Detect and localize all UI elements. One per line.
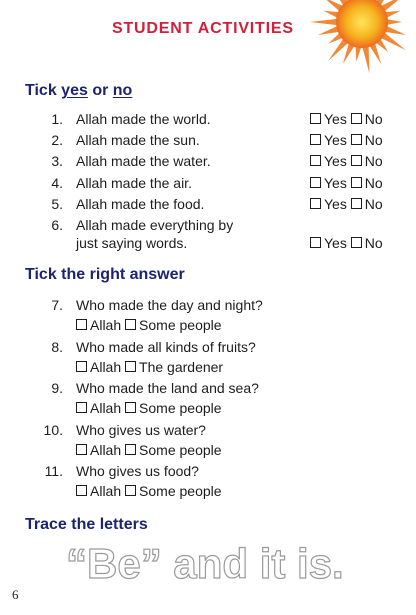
option-label: Some people [139,400,222,416]
option-label: Allah [90,441,122,458]
no-checkbox[interactable] [351,237,362,248]
option-label: Some people [139,483,222,499]
yes-label: Yes [324,235,347,251]
sun-illustration [296,0,416,80]
option-label: Allah [90,400,122,416]
svg-text:“Be” and it is.: “Be” and it is. [66,540,344,586]
option-checkbox[interactable] [76,319,87,330]
option-checkbox[interactable] [76,402,87,413]
yes-label: Yes [324,196,347,212]
option-label: The gardener [139,358,224,375]
yes-label: Yes [324,111,347,127]
item-statement: Allah made the air. [76,175,192,191]
option-label: Allah [90,317,122,333]
item-statement: Allah made the sun. [76,132,200,148]
yes-checkbox[interactable] [310,177,321,188]
item-number: 10. [43,421,63,438]
no-checkbox[interactable] [351,177,362,188]
option-checkbox[interactable] [125,319,136,330]
option-label: Allah [90,483,122,499]
yes-checkbox[interactable] [310,237,321,248]
option-checkbox[interactable] [76,361,87,372]
yes-label: Yes [324,153,347,169]
item-number: 9. [51,380,63,396]
option-checkbox[interactable] [125,444,136,455]
question-text: Who made the day and night? [76,297,263,313]
no-label: No [364,175,383,191]
option-checkbox[interactable] [76,444,87,455]
item-number: 3. [51,153,63,169]
yes-checkbox[interactable] [310,113,321,124]
option-checkbox[interactable] [125,485,136,496]
item-number: 6. [51,217,63,233]
yes-checkbox[interactable] [310,155,321,166]
item-statement: Allah made the water. [76,153,211,169]
item-number: 1. [51,111,63,127]
section-heading-tick-right-answer: Tick the right answer [25,266,185,283]
answer-options [76,358,223,376]
no-label: No [364,111,383,127]
item-number: 8. [51,338,63,355]
yes-no-options [310,195,383,213]
option-label: Some people [139,317,222,333]
option-label: Allah [90,358,122,375]
answer-options [76,482,222,500]
option-checkbox[interactable] [125,402,136,413]
answer-options [76,316,222,334]
trace-letters-text [66,538,366,586]
yes-no-options [310,152,383,170]
yes-no-options [310,174,383,192]
yes-no-options [310,234,383,252]
no-checkbox[interactable] [351,155,362,166]
yes-checkbox[interactable] [310,134,321,145]
page-title: STUDENT ACTIVITIES [112,20,294,37]
option-label: Some people [139,441,222,458]
no-label: No [364,196,383,212]
yes-no-options [310,131,383,149]
item-statement: Allah made the food. [76,196,205,212]
no-label: No [364,153,383,169]
question-text: Who made the land and sea? [76,380,259,396]
answer-options [76,441,222,459]
item-number: 11. [44,463,63,479]
option-checkbox[interactable] [125,361,136,372]
question-text: Who gives us water? [76,421,206,438]
question-text: Who made all kinds of fruits? [76,338,256,355]
item-number: 5. [51,196,63,212]
yes-label: Yes [324,175,347,191]
item-number: 4. [51,175,63,191]
item-statement: Allah made the world. [76,111,211,127]
no-checkbox[interactable] [351,198,362,209]
option-checkbox[interactable] [76,485,87,496]
page-number: 6 [12,587,19,602]
question-text: Who gives us food? [76,463,199,479]
item-number: 7. [51,297,63,313]
sun-ray [310,18,340,25]
section-heading-trace-letters: Trace the letters [25,516,148,533]
no-label: No [364,132,383,148]
yes-label: Yes [324,132,347,148]
no-checkbox[interactable] [351,134,362,145]
item-statement: Allah made everything by just saying words. [76,217,234,251]
section-heading-tick-yes-no: Tick yes or no [25,82,133,99]
no-label: No [364,235,383,251]
yes-no-options [310,110,383,128]
yes-checkbox[interactable] [310,198,321,209]
answer-options [76,399,222,417]
item-number: 2. [51,132,63,148]
no-checkbox[interactable] [351,113,362,124]
